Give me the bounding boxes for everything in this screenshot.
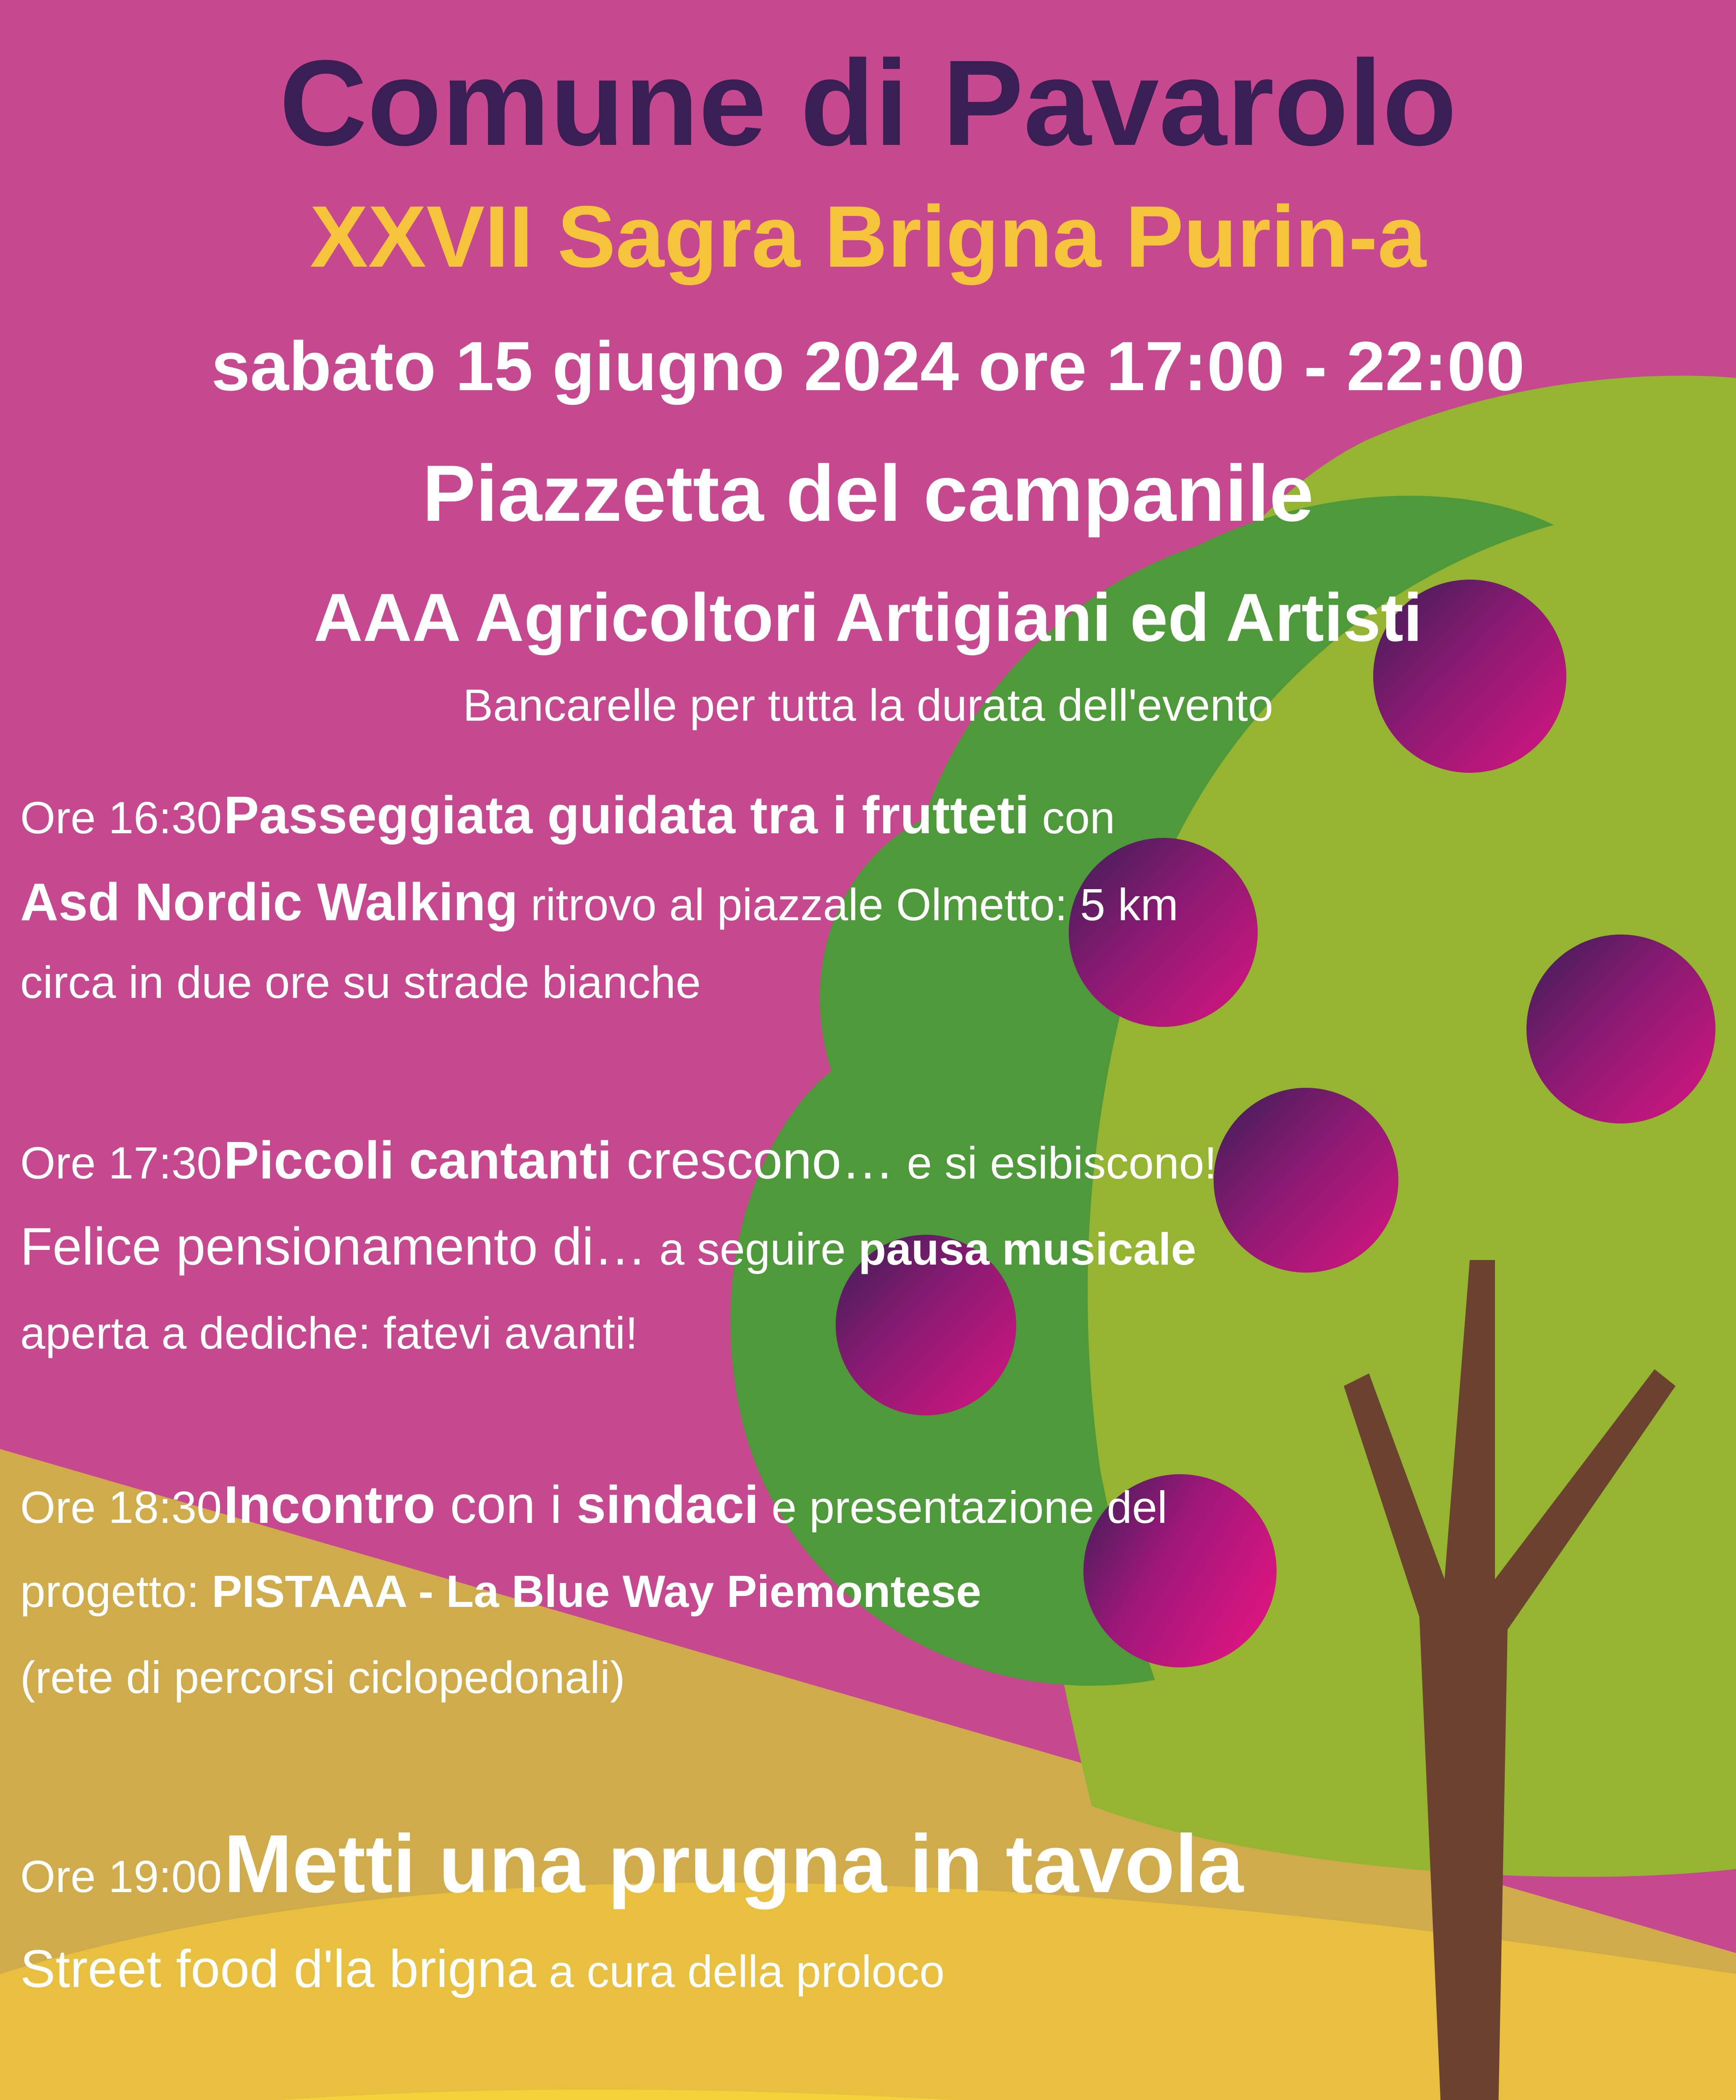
program-title: Incontro [223,1475,435,1534]
program-item-2-line-3: aperta a dediche: fatevi avanti! [20,1307,638,1358]
program-text: crescono… [612,1131,894,1190]
plum [1526,934,1715,1124]
program-text: Felice pensionamento di… [20,1217,647,1276]
program-text: a seguire [646,1223,859,1274]
page-title: Comune di Pavarolo [279,35,1457,171]
program-organizer: Asd Nordic Walking [20,872,518,932]
program-item-1-line-3: circa in due ore su strade bianche [20,957,701,1008]
event-date: sabato 15 giugno 2024 ore 17:00 - 22:00 [211,328,1525,405]
program-text: progetto: [20,1566,212,1617]
program-title: Piccoli cantanti [223,1131,612,1190]
program-item-3-line-3: (rete di percorsi ciclopedonali) [20,1652,625,1703]
program-text: ritrovo al piazzale Olmetto: 5 km [518,879,1178,930]
stalls-note: Bancarelle per tutta la durata dell'evento [463,680,1273,730]
program-item-4-line-2 [20,1939,945,1998]
program-item-1-line-1 [20,785,1115,845]
program-highlight: PISTAAA - La Blue Way Piemontese [212,1566,981,1617]
program-text: e si esibiscono! [894,1137,1217,1188]
program-item-2-line-1 [20,1131,1217,1190]
program-item-4-line-1 [20,1818,1244,1910]
program-time: Ore 18:30 [20,1482,222,1533]
event-highlight: AAA Agricoltori Artigiani ed Artisti [313,580,1423,656]
program-text: e presentazione del [759,1482,1167,1533]
program-item-2-line-2 [20,1217,1196,1276]
program-text: con i [435,1475,577,1534]
program-text: Street food d'la brigna [20,1939,536,1998]
program-text: a cura della proloco [536,1946,945,1997]
program-text: con [1029,792,1115,843]
event-subtitle: XXVII Sagra Brigna Purin-a [309,188,1427,286]
plum [1069,838,1258,1027]
event-location: Piazzetta del campanile [422,449,1314,538]
plum [1214,1088,1398,1273]
program-title: Metti una prugna in tavola [223,1818,1244,1910]
program-time: Ore 16:30 [20,792,222,843]
program-item-1-line-2 [20,872,1178,932]
program-item-3-line-2 [20,1566,981,1617]
program-item-3-line-1 [20,1475,1167,1534]
program-time: Ore 19:00 [20,1851,222,1902]
program-title: sindaci [576,1475,759,1534]
program-time: Ore 17:30 [20,1137,222,1188]
program-highlight: pausa musicale [858,1223,1196,1274]
program-title: Passeggiata guidata tra i frutteti [223,785,1030,845]
